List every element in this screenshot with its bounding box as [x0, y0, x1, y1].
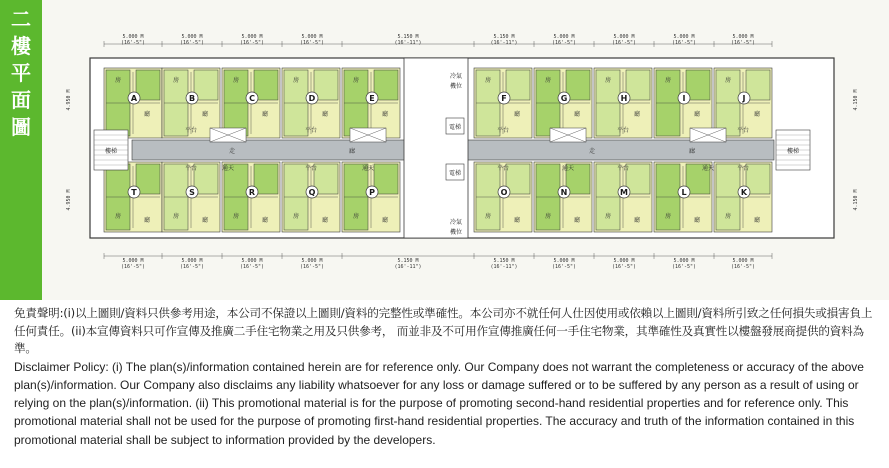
- dimension-metric: 5.000 M: [181, 258, 203, 264]
- unit-letter: I: [682, 94, 686, 103]
- hall-label: 廳: [693, 111, 701, 118]
- room-label: 房: [664, 213, 672, 220]
- disclaimer-english: Disclaimer Policy: (i) The plan(s)/information contained herein are for reference only. Our Company does not warrant the completeness or accuracy of the above plan(s)/information. Our Company also disclaims any liability whatsoever for any loss or damage suffered or to be suffered by any person as a result of using or relying on the plan(s)/information. (ii) This promotional material is for the purpose of promoting second-hand residential properties and for reference only. This promotional material shall not be used for the purpose of promoting first-hand residential properties. The accuracy and truth of the information contained in this promotional material shall be subject to information provided by the developers.: [14, 359, 864, 447]
- platform-label: 平台: [736, 165, 750, 172]
- flat-unit: [222, 68, 280, 138]
- dimension-feet: (16'-11"): [490, 40, 518, 46]
- flat-unit: [162, 162, 220, 232]
- dimension-metric: 5.000 M: [301, 258, 323, 264]
- flat-unit: [654, 68, 712, 138]
- machine-room-label: 冷氣: [449, 73, 463, 80]
- unit-letter: P: [369, 188, 375, 197]
- dimension-feet: (16'-5"): [239, 40, 265, 46]
- hall-label: 廳: [573, 111, 581, 118]
- unit-letter: E: [369, 94, 375, 103]
- hall-label: 廳: [381, 111, 389, 118]
- hall-label: 廳: [513, 111, 521, 118]
- dimension-metric: 5.000 M: [301, 34, 323, 40]
- dimension-metric: 5.000 M: [241, 258, 263, 264]
- platform-label: 平台: [184, 127, 198, 134]
- hall-label: 廳: [753, 111, 761, 118]
- unit-letter: L: [681, 188, 687, 197]
- title-char: 樓: [11, 34, 31, 58]
- dimension-feet: (16'-5"): [120, 40, 146, 46]
- room-label: 房: [114, 77, 122, 84]
- hall-label: 廳: [321, 217, 329, 224]
- flat-unit: [282, 162, 340, 232]
- unit-letter: H: [620, 94, 628, 103]
- flat-unit: [474, 68, 532, 138]
- side-dimension: 4.950 M: [66, 189, 72, 211]
- room-label: 房: [604, 77, 612, 84]
- flat-unit: [222, 162, 280, 232]
- room-label: 房: [232, 77, 240, 84]
- dimension-metric: 5.000 M: [673, 34, 695, 40]
- platform-label: 平台: [616, 127, 630, 134]
- room-label: 房: [664, 77, 672, 84]
- room-label: 房: [724, 213, 732, 220]
- hall-label: 廳: [201, 111, 209, 118]
- flat-unit: [474, 162, 532, 232]
- room-label: 房: [352, 213, 360, 220]
- dimension-feet: (16'-5"): [179, 264, 205, 270]
- flat-unit: [534, 68, 592, 138]
- hall-label: 廳: [693, 217, 701, 224]
- hall-label: 廳: [201, 217, 209, 224]
- floor-plan-drawing: [42, 0, 889, 300]
- room-label: 房: [232, 213, 240, 220]
- platform-label: 平台: [304, 165, 318, 172]
- flat-unit: [714, 68, 772, 138]
- flat-unit: [282, 68, 340, 138]
- room-label: 房: [172, 213, 180, 220]
- hall-label: 廳: [143, 111, 151, 118]
- machine-room-label: 冷氣: [449, 219, 463, 226]
- sidebar: [0, 0, 42, 300]
- flat-unit: [714, 162, 772, 232]
- title-char: 平: [11, 61, 31, 85]
- floor-plan: [42, 0, 889, 300]
- room-label: 房: [544, 213, 552, 220]
- dimension-feet: (16'-5"): [551, 40, 577, 46]
- hall-label: 廳: [573, 217, 581, 224]
- dimension-feet: (16'-5"): [730, 264, 756, 270]
- flat-unit: [342, 162, 400, 232]
- flat-unit: [104, 162, 162, 232]
- room-label: 房: [292, 77, 300, 84]
- unit-letter: K: [740, 188, 748, 197]
- dimension-feet: (16'-5"): [611, 264, 637, 270]
- unit-letter: T: [131, 188, 137, 197]
- room-label: 房: [292, 213, 300, 220]
- stair-label: 樓梯: [786, 148, 800, 155]
- hall-label: 廳: [261, 111, 269, 118]
- dimension-metric: 5.150 M: [493, 34, 515, 40]
- floor-plan-title: [0, 6, 42, 141]
- dimension-feet: (16'-5"): [551, 264, 577, 270]
- side-dimension: 4.950 M: [66, 89, 72, 111]
- room-label: 房: [604, 213, 612, 220]
- title-char: 二: [11, 7, 31, 31]
- unit-letter: F: [501, 94, 507, 103]
- platform-label: 平台: [184, 165, 198, 172]
- disclaimer-chinese: 免責聲明:(i)以上圖則/資料只供參考用途，本公司不保證以上圖則/資料的完整性或準確性。本公司亦不就任何人仕因使用或依賴以上圖則/資料所引致之任何損失或損害負上任何責任。(ii)本宣傳資料只可作宣傳及推廣二手住宅物業之用及只供參考， 而並非及不可用作宣傳推廣任何一手住宅物業，其準確性及真實性以樓盤發展商提供的資料為準。: [14, 306, 873, 355]
- stair-label: 樓梯: [104, 148, 118, 155]
- dimension-metric: 5.150 M: [397, 258, 419, 264]
- flat-unit: [104, 68, 162, 138]
- hall-label: 廳: [633, 217, 641, 224]
- unit-letter: Q: [308, 188, 316, 197]
- flat-unit: [594, 68, 652, 138]
- platform-label: 平台: [304, 127, 318, 134]
- dimension-feet: (16'-11"): [394, 40, 422, 46]
- dimension-metric: 5.000 M: [181, 34, 203, 40]
- unit-letter: B: [188, 94, 196, 103]
- unit-letter: R: [248, 188, 256, 197]
- unit-letter: O: [500, 188, 508, 197]
- flat-unit: [594, 162, 652, 232]
- room-label: 房: [172, 77, 180, 84]
- lift-label: 電梯: [448, 124, 462, 131]
- corridor-label: 走: [588, 148, 596, 155]
- room-label: 房: [352, 77, 360, 84]
- dimension-feet: (16'-11"): [490, 264, 518, 270]
- side-dimension: 4.150 M: [853, 89, 859, 111]
- hall-label: 廳: [143, 217, 151, 224]
- machine-room-label: 機位: [449, 83, 463, 90]
- hall-label: 廳: [633, 111, 641, 118]
- platform-label: 平台: [736, 127, 750, 134]
- flat-unit: [342, 68, 400, 138]
- dimension-feet: (16'-5"): [239, 264, 265, 270]
- dimension-feet: (16'-5"): [730, 40, 756, 46]
- hall-label: 廳: [753, 217, 761, 224]
- dimension-metric: 5.000 M: [241, 34, 263, 40]
- unit-letter: M: [620, 188, 628, 197]
- dimension-metric: 5.000 M: [732, 34, 754, 40]
- platform-label: 平台: [496, 127, 510, 134]
- lift-label: 電梯: [448, 170, 462, 177]
- dimension-feet: (16'-5"): [299, 40, 325, 46]
- void-label: 通天: [561, 165, 575, 172]
- room-label: 房: [724, 77, 732, 84]
- room-label: 房: [484, 77, 492, 84]
- dimension-metric: 5.000 M: [613, 34, 635, 40]
- unit-letter: C: [249, 94, 255, 103]
- hall-label: 廳: [381, 217, 389, 224]
- unit-letter: S: [189, 188, 195, 197]
- platform-label: 平台: [496, 165, 510, 172]
- dimension-metric: 5.150 M: [397, 34, 419, 40]
- unit-letter: A: [130, 94, 138, 103]
- void-label: 通天: [701, 165, 715, 172]
- hall-label: 廳: [261, 217, 269, 224]
- flat-unit: [534, 162, 592, 232]
- void-label: 通天: [361, 165, 375, 172]
- corridor-label: 廊: [688, 148, 696, 155]
- title-char: 圖: [11, 115, 31, 139]
- flat-unit: [162, 68, 220, 138]
- machine-room-label: 機位: [449, 229, 463, 236]
- dimension-metric: 5.000 M: [613, 258, 635, 264]
- unit-letter: N: [560, 188, 568, 197]
- dimension-feet: (16'-5"): [671, 40, 697, 46]
- dimension-feet: (16'-5"): [611, 40, 637, 46]
- hall-label: 廳: [321, 111, 329, 118]
- title-char: 面: [11, 88, 31, 112]
- dimension-metric: 5.000 M: [673, 258, 695, 264]
- room-label: 房: [484, 213, 492, 220]
- unit-letter: D: [308, 94, 316, 103]
- dimension-metric: 5.000 M: [122, 258, 144, 264]
- side-dimension: 4.150 M: [853, 189, 859, 211]
- dimension-feet: (16'-5"): [179, 40, 205, 46]
- corridor-label: 廊: [348, 148, 356, 155]
- dimension-metric: 5.000 M: [553, 34, 575, 40]
- dimension-metric: 5.150 M: [493, 258, 515, 264]
- unit-letter: G: [560, 94, 568, 103]
- corridor-label: 走: [228, 148, 236, 155]
- dimension-feet: (16'-5"): [299, 264, 325, 270]
- unit-letter: J: [742, 94, 746, 103]
- dimension-metric: 5.000 M: [732, 258, 754, 264]
- dimension-metric: 5.000 M: [122, 34, 144, 40]
- dimension-feet: (16'-5"): [671, 264, 697, 270]
- dimension-feet: (16'-11"): [394, 264, 422, 270]
- dimension-metric: 5.000 M: [553, 258, 575, 264]
- room-label: 房: [114, 213, 122, 220]
- flat-unit: [654, 162, 715, 232]
- room-label: 房: [544, 77, 552, 84]
- void-label: 通天: [221, 165, 235, 172]
- platform-label: 平台: [616, 165, 630, 172]
- disclaimer: [14, 305, 880, 449]
- dimension-feet: (16'-5"): [120, 264, 146, 270]
- hall-label: 廳: [513, 217, 521, 224]
